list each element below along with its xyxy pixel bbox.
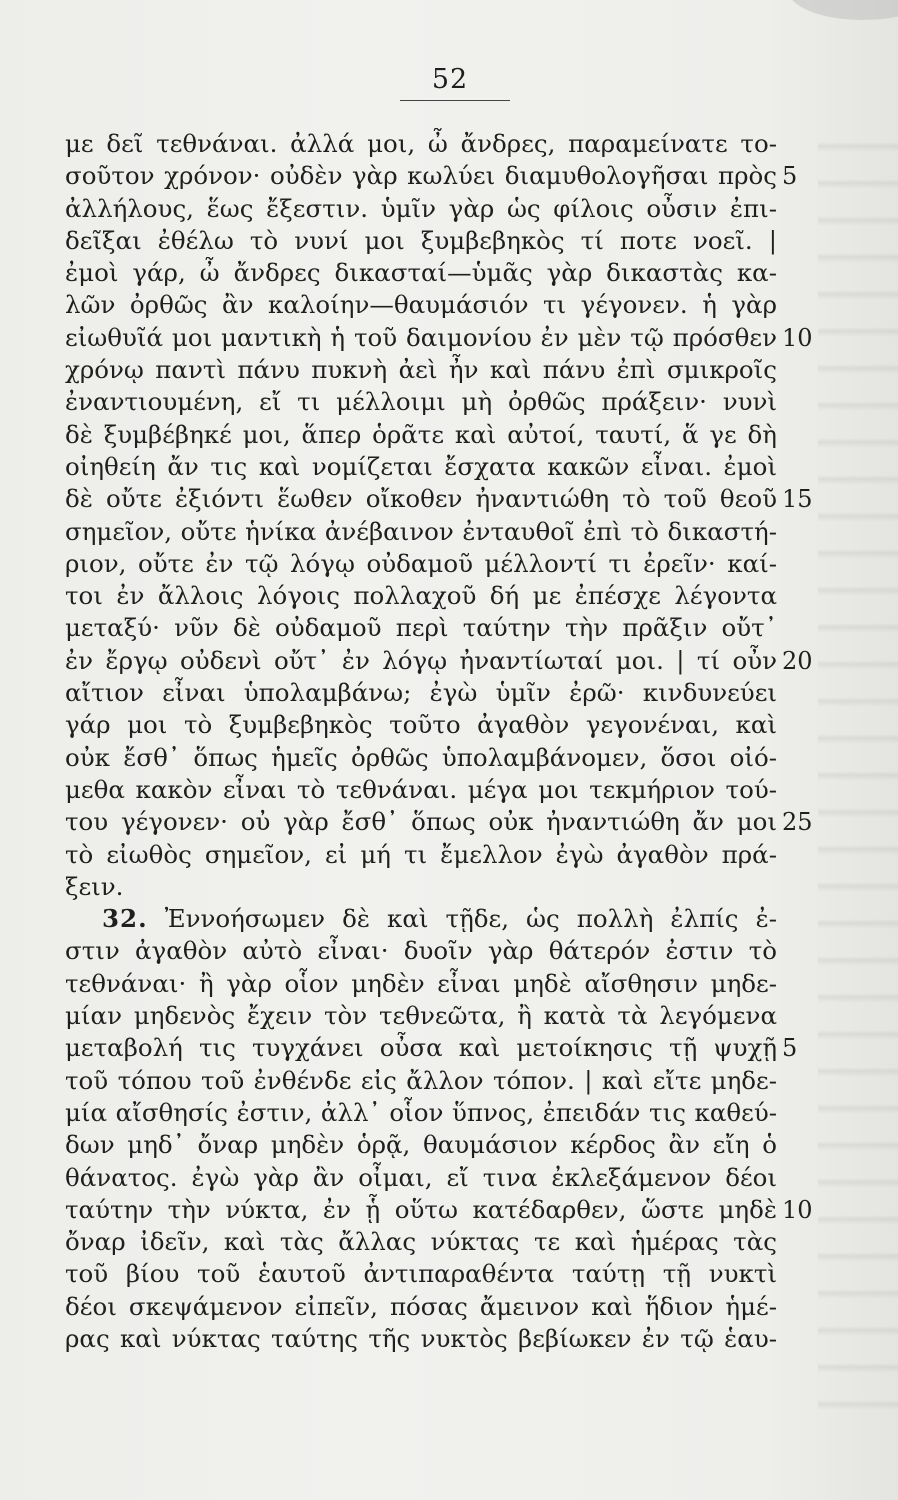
line-number: 20 (782, 646, 813, 675)
text-line (65, 1258, 825, 1290)
text-line-words: γάρ μοι τὸ ξυμβεβηκὸς τοῦτο ἀγαθὸν γεγονέναι, καὶ (65, 710, 777, 740)
text-line-content (65, 968, 777, 1000)
text-line (65, 1032, 825, 1064)
text-line (65, 483, 825, 515)
text-line-words: Ἐννοήσωμεν δὲ καὶ τῇδε, ὡς πολλὴ ἐλπίς ἐ- (164, 904, 777, 934)
text-line-words: τεθνάναι· ἢ γὰρ οἷον μηδὲν εἶναι μηδὲ αἴσθησιν μηδε- (65, 968, 777, 998)
text-line (65, 774, 825, 806)
text-line (65, 1226, 825, 1258)
text-line-words: μίαν μηδενὸς ἔχειν τὸν τεθνεῶτα, ἢ κατὰ τὰ λεγόμενα (65, 1001, 777, 1031)
section-number: 32. (102, 904, 148, 934)
text-line-words: δὲ ξυμβέβηκέ μοι, ἅπερ ὁρᾶτε καὶ αὐτοί, ταυτί, ἅ γε δὴ (65, 419, 777, 449)
text-line-content (65, 128, 777, 160)
line-number: 5 (782, 1034, 798, 1063)
text-line (65, 451, 825, 483)
text-line (65, 709, 825, 741)
text-line (65, 1162, 825, 1194)
text-line-words: ἐμοὶ γάρ, ὦ ἄνδρες δικασταί—ὑμᾶς γὰρ δικαστὰς κα- (65, 258, 777, 288)
text-line-words: τοῦ τόπου τοῦ ἐνθένδε εἰς ἄλλον τόπον. | καὶ εἴτε μηδε- (65, 1065, 777, 1095)
text-line-words: τοι ἐν ἄλλοις λόγοις πολλαχοῦ δή με ἐπέσχε λέγοντα (65, 581, 777, 611)
text-line-content (65, 1258, 777, 1290)
text-line (65, 903, 825, 935)
facing-page-bleed-through (818, 120, 898, 1420)
text-line-content (65, 1032, 777, 1064)
text-line-content (65, 580, 777, 612)
text-line-words: ταύτην τὴν νύκτα, ἐν ᾗ οὕτω κατέδαρθεν, ὥστε μηδὲ (65, 1194, 777, 1224)
text-line (65, 160, 825, 192)
text-line (65, 1129, 825, 1161)
text-line-words: λῶν ὀρθῶς ἂν καλοίην—θαυμάσιόν τι γέγονεν. ἡ γὰρ (65, 290, 777, 320)
text-line-content (65, 257, 777, 289)
text-line (65, 1097, 825, 1129)
text-line-words: με δεῖ τεθνάναι. ἀλλά μοι, ὦ ἄνδρες, παραμείνατε το- (65, 129, 777, 158)
text-line (65, 677, 825, 709)
text-line (65, 968, 825, 1000)
text-line-content (65, 289, 777, 321)
text-line-content (65, 451, 777, 483)
text-line-content (65, 806, 777, 838)
text-line (65, 322, 825, 354)
text-line-words: μεθα κακὸν εἶναι τὸ τεθνάναι. μέγα μοι τεκμήριον τού- (65, 774, 777, 804)
text-line (65, 1291, 825, 1323)
text-line-content (65, 1291, 777, 1323)
text-line-content (65, 386, 777, 418)
text-line-words: σημεῖον, οὔτε ἡνίκα ἀνέβαινον ἐνταυθοῖ ἐπὶ τὸ δικαστή- (65, 516, 777, 546)
text-line-content (65, 1162, 777, 1194)
text-line (65, 419, 825, 451)
text-line-words: οὐκ ἔσθ᾽ ὅπως ἡμεῖς ὀρθῶς ὑπολαμβάνομεν, ὅσοι οἰό- (65, 742, 777, 772)
text-line (65, 225, 825, 257)
text-line (65, 1065, 825, 1097)
text-line-content (65, 322, 777, 354)
text-line (65, 580, 825, 612)
text-line-words: στιν ἀγαθὸν αὐτὸ εἶναι· δυοῖν γὰρ θάτερόν ἐστιν τὸ (65, 936, 777, 966)
text-line-words: ριον, οὔτε ἐν τῷ λόγῳ οὐδαμοῦ μέλλοντί τι ἐρεῖν· καί- (65, 548, 777, 578)
text-line-words: μεταξύ· νῦν δὲ οὐδαμοῦ περὶ ταύτην τὴν πρᾶξιν οὔτ᾽ (65, 613, 777, 643)
text-line (65, 1000, 825, 1032)
text-line-content (65, 1226, 777, 1258)
text-line-words: δὲ οὔτε ἐξιόντι ἕωθεν οἴκοθεν ἠναντιώθη τὸ τοῦ θεοῦ (65, 484, 777, 514)
page-number-rule (400, 100, 510, 101)
text-line (65, 742, 825, 774)
text-line (65, 548, 825, 580)
text-line-words: εἰωθυῖά μοι μαντικὴ ἡ τοῦ δαιμονίου ἐν μὲν τῷ πρόσθεν (65, 322, 777, 352)
text-line-content (65, 774, 777, 806)
text-line-content (102, 903, 777, 935)
text-line (65, 645, 825, 677)
page-corner-shadow (788, 0, 898, 20)
line-number: 10 (782, 323, 813, 352)
text-line-words: ἐν ἔργῳ οὐδενὶ οὔτ᾽ ἐν λόγῳ ἠναντίωταί μοι. | τί οὖν (65, 645, 777, 675)
text-line-words: μεταβολή τις τυγχάνει οὖσα καὶ μετοίκησις τῇ ψυχῇ (65, 1033, 777, 1063)
text-line-content (65, 160, 777, 192)
page-number: 52 (431, 64, 469, 95)
text-line-words: σοῦτον χρόνον· οὐδὲν γὰρ κωλύει διαμυθολογῆσαι πρὸς (65, 161, 777, 191)
text-line (65, 1323, 825, 1355)
text-line (65, 289, 825, 321)
line-number: 10 (782, 1195, 813, 1224)
text-line-words: τὸ εἰωθὸς σημεῖον, εἰ μή τι ἔμελλον ἐγὼ ἀγαθὸν πρά- (65, 839, 777, 869)
line-number: 5 (782, 162, 798, 191)
text-line-words: χρόνῳ παντὶ πάνυ πυκνὴ ἀεὶ ἦν καὶ πάνυ ἐπὶ σμικροῖς (65, 355, 777, 385)
text-line (65, 1194, 825, 1226)
text-line (65, 193, 825, 225)
text-line-content (65, 548, 777, 580)
text-line-words: ἀλλήλους, ἕως ἔξεστιν. ὑμῖν γὰρ ὡς φίλοις οὖσιν ἐπι- (65, 193, 777, 223)
text-line-content (65, 1323, 777, 1355)
text-line-words: ρας καὶ νύκτας ταύτης τῆς νυκτὸς βεβίωκεν ἐν τῷ ἑαυ- (65, 1323, 777, 1353)
text-line (65, 516, 825, 548)
text-line-content (65, 1000, 777, 1032)
text-line (65, 806, 825, 838)
text-line-content (65, 709, 777, 741)
text-line-content (65, 612, 777, 644)
text-line (65, 935, 825, 967)
text-line-words: οἰηθείη ἄν τις καὶ νομίζεται ἔσχατα κακῶν εἶναι. ἐμοὶ (65, 451, 777, 481)
text-line-content (65, 1097, 777, 1129)
text-line-words: ξειν. (65, 871, 124, 901)
text-line-words: δεῖξαι ἐθέλω τὸ νυνί μοι ξυμβεβηκὸς τί ποτε νοεῖ. | (65, 225, 777, 255)
text-line (65, 871, 825, 903)
text-line-content (65, 1065, 777, 1097)
line-number: 15 (782, 485, 813, 514)
text-line-content (65, 1194, 777, 1226)
text-line-content (65, 871, 777, 903)
text-line-content (65, 742, 777, 774)
text-line-content (65, 483, 777, 515)
text-line-content (65, 225, 777, 257)
text-line-words: του γέγονεν· οὐ γὰρ ἔσθ᾽ ὅπως οὐκ ἠναντιώθη ἄν μοι (65, 807, 777, 837)
text-line-content (65, 935, 777, 967)
text-line-content (65, 1129, 777, 1161)
text-line-words: τοῦ βίου τοῦ ἑαυτοῦ ἀντιπαραθέντα ταύτῃ τῇ νυκτὶ (65, 1259, 777, 1289)
text-line (65, 354, 825, 386)
text-line-words: μία αἴσθησίς ἐστιν, ἀλλ᾽ οἷον ὕπνος, ἐπειδάν τις καθεύ- (65, 1097, 777, 1127)
text-line-words: δέοι σκεψάμενον εἰπεῖν, πόσας ἄμεινον καὶ ἥδιον ἡμέ- (65, 1291, 777, 1321)
body-text (65, 128, 825, 1355)
text-line-content (65, 645, 777, 677)
text-line-content (65, 516, 777, 548)
text-line (65, 386, 825, 418)
text-line (65, 128, 825, 160)
text-line (65, 839, 825, 871)
line-number: 25 (782, 808, 813, 837)
text-line-words: ἐναντιουμένη, εἴ τι μέλλοιμι μὴ ὀρθῶς πράξειν· νυνὶ (65, 387, 777, 417)
text-line-words: δων μηδ᾽ ὄναρ μηδὲν ὁρᾷ, θαυμάσιον κέρδος ἂν εἴη ὁ (65, 1130, 777, 1160)
text-line-words: αἴτιον εἶναι ὑπολαμβάνω; ἐγὼ ὑμῖν ἐρῶ· κινδυνεύει (65, 678, 777, 708)
text-line-content (65, 839, 777, 871)
text-line (65, 612, 825, 644)
text-line (65, 257, 825, 289)
text-line-words: θάνατος. ἐγὼ γὰρ ἂν οἶμαι, εἴ τινα ἐκλεξάμενον δέοι (65, 1162, 777, 1192)
text-line-content (65, 193, 777, 225)
text-line-content (65, 354, 777, 386)
text-line-words: ὄναρ ἰδεῖν, καὶ τὰς ἄλλας νύκτας τε καὶ ἡμέρας τὰς (65, 1227, 777, 1257)
text-line-content (65, 677, 777, 709)
text-line-content (65, 419, 777, 451)
